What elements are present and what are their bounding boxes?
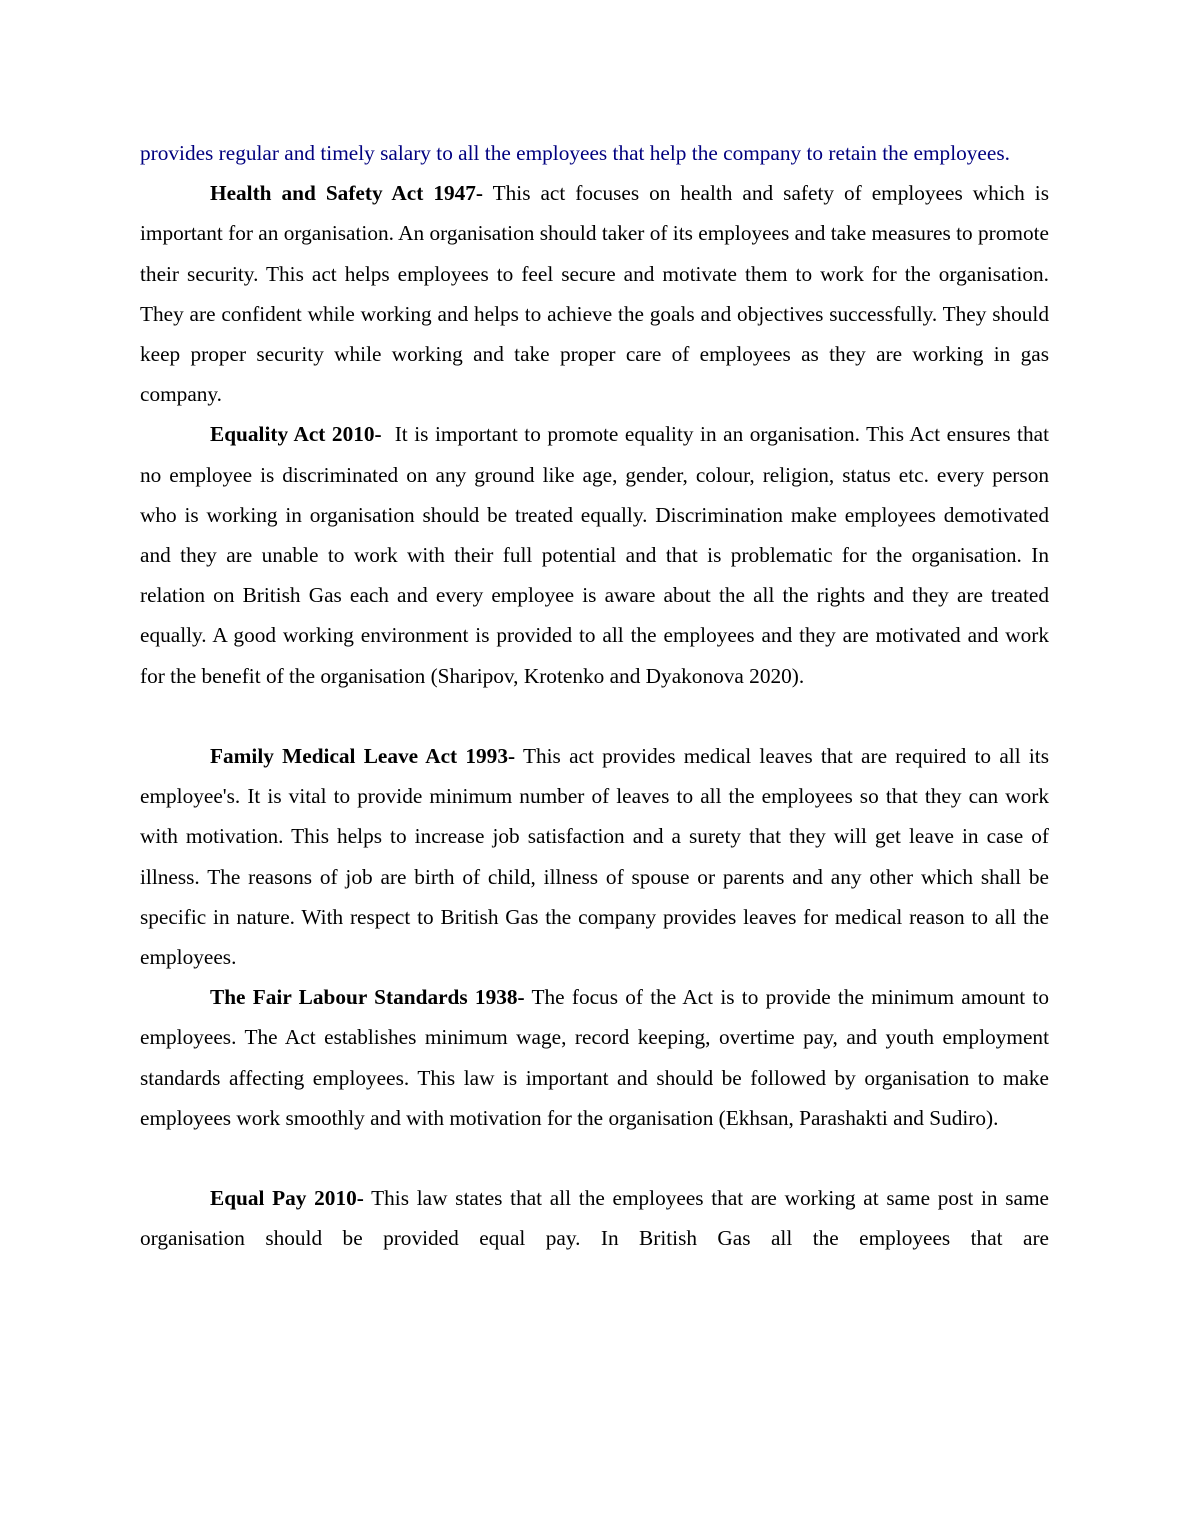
family-medical-body: This act provides medical leaves that are required to all its employee's. It is vital to provide minimum number of leaves to all the employees so that they can work with motivation. This helps to increase job satisfaction and a surety that they will get leave in case of illness. The reasons of job are birth of child, illness of spouse or parents and any other which shall be specific in nature. With respect to British Gas the company provides leaves for medical reason to all the employees. — [140, 744, 1049, 970]
equality-paragraph — [140, 414, 1055, 695]
family-medical-heading: Family Medical Leave Act 1993- — [210, 744, 516, 769]
equal-pay-heading: Equal Pay 2010- — [210, 1186, 364, 1211]
fair-labour-paragraph — [140, 977, 1049, 1138]
family-medical-paragraph — [140, 736, 1049, 977]
equality-body: It is important to promote equality in an organisation. This Act ensures that no employee is discriminated on any ground like age, gender, colour, religion, status etc. every person who is working in organisation should be treated equally. Discrimination make employees demotivated and they are unable to work with their full potential and that is problematic for the organisation. In relation on British Gas each and every employee is aware about the all the rights and they are treated equally. A good working environment is provided to all the employees and they are motivated and work for the benefit of the organisation (Sharipov, Krotenko and Dyakonova 2020). — [140, 422, 1055, 688]
fair-labour-body: The focus of the Act is to provide the minimum amount to employees. The Act establishes minimum wage, record keeping, overtime pay, and youth employment standards affecting employees. This law is important and should be followed by organisation to make employees work smoothly and with motivation for the organisation (Ekhsan, Parashakti and Sudiro). — [140, 985, 1049, 1130]
health-safety-paragraph — [140, 173, 1049, 414]
equal-pay-paragraph — [140, 1178, 1049, 1258]
health-safety-body: This act focuses on health and safety of employees which is important for an organisation. An organisation should taker of its employees and take measures to promote their security. This act helps employees to feel secure and motivate them to work for the organisation. They are confident while working and helps to achieve the goals and objectives successfully. They should keep proper security while working and take proper care of employees as they are working in gas company. — [140, 181, 1050, 407]
equal-pay-body: This law states that all the employees that are working at same post in same organisation should be provided equal pay. In British Gas all the employees that are — [140, 1186, 1049, 1251]
equality-heading: Equality Act 2010- — [210, 422, 382, 447]
paragraph-spacer — [140, 696, 1049, 736]
health-safety-heading: Health and Safety Act 1947- — [210, 181, 484, 206]
paragraph-spacer — [140, 1138, 1049, 1178]
document-page — [140, 133, 1055, 1259]
intro-text: provides regular and timely salary to all the employees that help the company to retain the employees. — [140, 141, 1010, 165]
intro-paragraph — [140, 133, 1049, 173]
fair-labour-heading: The Fair Labour Standards 1938- — [210, 985, 525, 1010]
